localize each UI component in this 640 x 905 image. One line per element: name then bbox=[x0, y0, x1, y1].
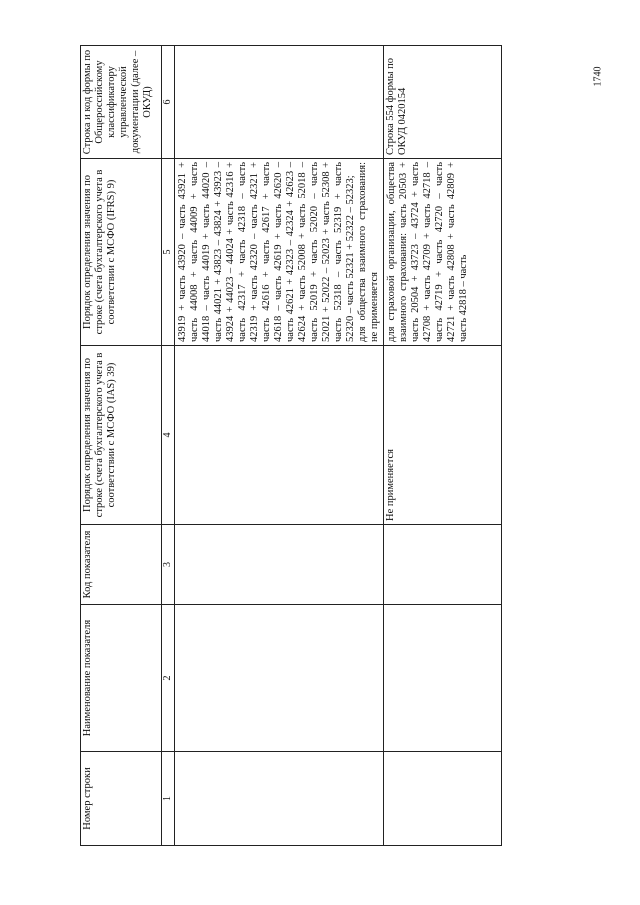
indicator-table bbox=[80, 45, 502, 846]
cell-method-ifrs9 bbox=[384, 159, 502, 346]
page-number bbox=[586, 61, 610, 91]
cell-indicator-name bbox=[175, 605, 384, 752]
column-number: 2 bbox=[162, 605, 175, 752]
cell-method-ias39 bbox=[175, 346, 384, 525]
column-number: 4 bbox=[162, 346, 175, 525]
formula-text: 43919 + часть 43920 – часть 43921 + часть 44008 + часть 44009 + часть 44018 – часть 44019 + часть 44020 – часть 44021 + 43823 – 43824 + 43923 – 43924 + 44023 – 44024 + часть 42316 + часть 42317 + часть 42318 – часть 42319 + часть 42320 – часть 42321 + часть 42616 + часть 42617 + часть 42618 – часть 42619 + часть 42620 – часть 42621 + 42323 – 42324 + 42623 – 42624 + часть 52008 + часть 52018 – часть 52019 + часть 52020 – часть 52021 + 52022 – 52023 + часть 52308 + часть 52318 – часть 52319 + часть 52320 – часть 52321 + 52322 – 52323; bbox=[177, 162, 356, 342]
column-number-row bbox=[162, 46, 175, 846]
column-number: 6 bbox=[162, 46, 175, 159]
rotated-table-container bbox=[80, 46, 502, 846]
table-row bbox=[384, 46, 502, 846]
cell-row-number bbox=[175, 752, 384, 846]
cell-indicator-name bbox=[384, 605, 502, 752]
cell-okud-form: Строка 554 формы по ОКУД 0420154 bbox=[384, 46, 502, 159]
cell-indicator-code bbox=[175, 525, 384, 605]
header-row-number: Номер строки bbox=[81, 752, 162, 846]
header-indicator-code: Код показателя bbox=[81, 525, 162, 605]
column-number: 5 bbox=[162, 159, 175, 346]
cell-okud-form bbox=[175, 46, 384, 159]
header-row bbox=[81, 46, 162, 846]
cell-method-ifrs9 bbox=[175, 159, 384, 346]
cell-indicator-code bbox=[384, 525, 502, 605]
cell-method-ias39: Не применяется bbox=[384, 346, 502, 525]
formula-text: для страховой организации, общества взаимного страхования: часть 20503 + часть 20504 + 43723 – 43724 + часть 42708 + часть 42709 + часть 42718 – часть 42719 + часть 42720 – часть 42721 + часть 42808 + часть 42809 + часть 42818 – часть bbox=[386, 162, 469, 342]
header-method-ifrs9: Порядок определения значения по строке (счета бухгалтерского учета в соответствии с МСФО (IFRS) 9) bbox=[81, 159, 162, 346]
cell-row-number bbox=[384, 752, 502, 846]
formula-note: для общества взаимного страхования: не применяется bbox=[357, 162, 380, 342]
page-number-text: 1740 bbox=[592, 66, 604, 86]
column-number: 1 bbox=[162, 752, 175, 846]
column-number: 3 bbox=[162, 525, 175, 605]
header-okud-form: Строка и код формы по Общероссийскому классификатору управленческой документации (далее – ОКУД) bbox=[81, 46, 162, 159]
header-method-ias39: Порядок определения значения по строке (счета бухгалтерского учета в соответствии с МСФО (IAS) 39) bbox=[81, 346, 162, 525]
table-row bbox=[175, 46, 384, 846]
header-indicator-name: Наименование показателя bbox=[81, 605, 162, 752]
